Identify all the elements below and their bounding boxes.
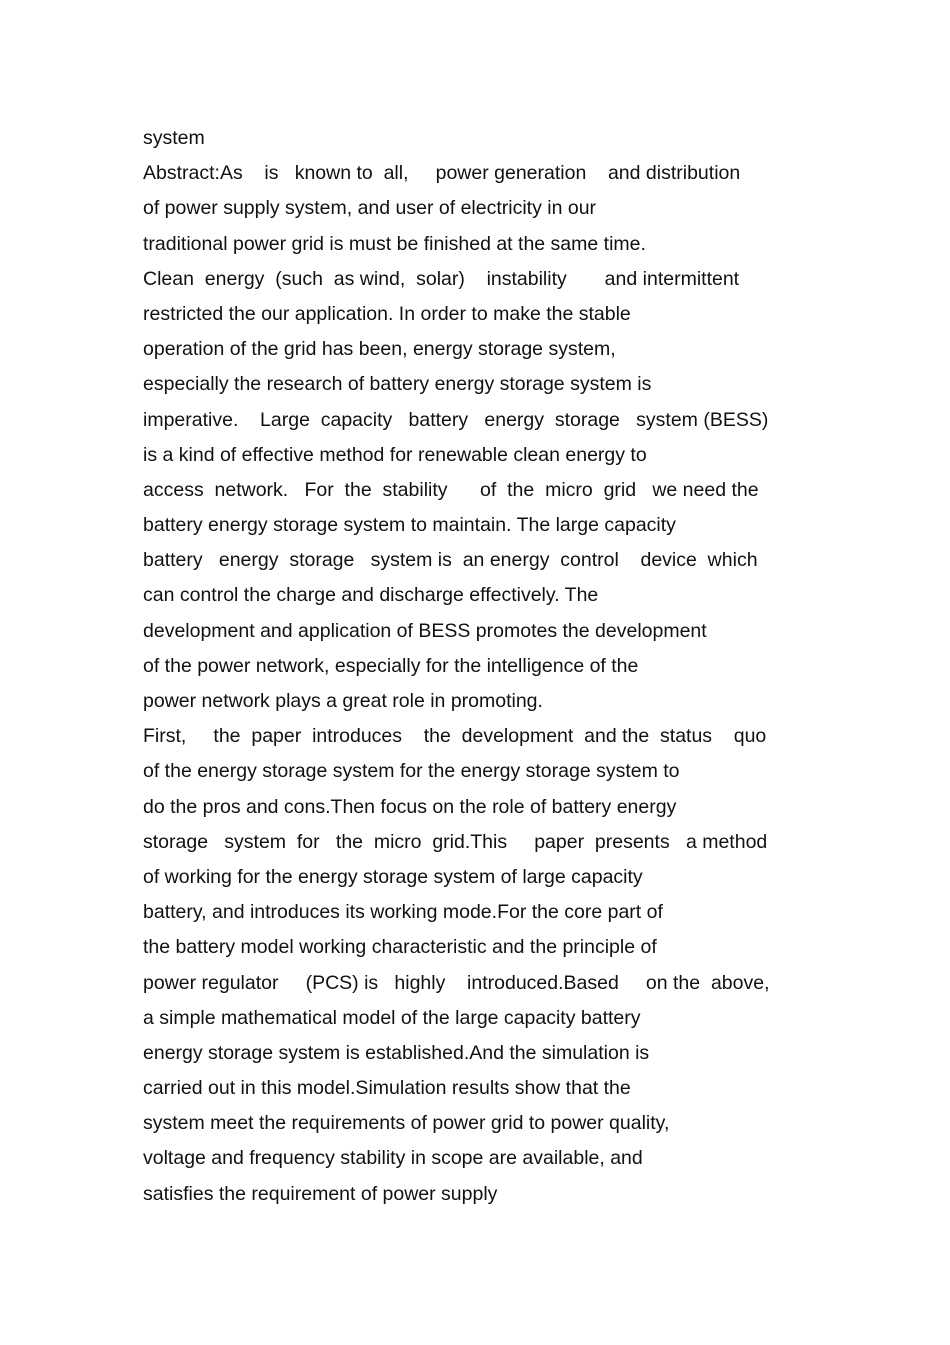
text-line: of power supply system, and user of electricity in our xyxy=(143,197,597,220)
text-line: First, the paper introduces the development and the status quo xyxy=(143,725,767,748)
text-line: the battery model working characteristic and the principle of xyxy=(143,936,657,959)
text-line: battery energy storage system is an energy control device which xyxy=(143,549,758,572)
text-line: battery, and introduces its working mode.For the core part of xyxy=(143,901,663,924)
text-line: power regulator (PCS) is highly introduced.Based on the above, xyxy=(143,971,770,994)
text-line: operation of the grid has been, energy storage system, xyxy=(143,338,616,361)
text-line: Abstract:As is known to all, power generation and distribution xyxy=(143,162,741,185)
text-line: power network plays a great role in promoting. xyxy=(143,690,543,712)
text-line: system xyxy=(143,127,205,149)
text-line: can control the charge and discharge effectively. The xyxy=(143,584,599,607)
text-line: especially the research of battery energy storage system is xyxy=(143,373,652,396)
text-line: is a kind of effective method for renewable clean energy to xyxy=(143,443,647,466)
text-line: of the power network, especially for the intelligence of the xyxy=(143,654,639,677)
text-line: Clean energy (such as wind, solar) instability and intermittent xyxy=(143,267,740,290)
text-line: carried out in this model.Simulation results show that the xyxy=(143,1077,631,1100)
text-line: voltage and frequency stability in scope are available, and xyxy=(143,1147,643,1170)
text-line: of the energy storage system for the energy storage system to xyxy=(143,760,680,783)
text-line: imperative. Large capacity battery energy storage system (BESS) xyxy=(143,408,769,431)
text-line: system meet the requirements of power grid to power quality, xyxy=(143,1112,670,1135)
text-line: development and application of BESS promotes the development xyxy=(143,619,707,642)
abstract-text-block xyxy=(143,121,833,1212)
text-line: battery energy storage system to maintain. The large capacity xyxy=(143,514,676,537)
text-line: access network. For the stability of the micro grid we need the xyxy=(143,478,759,501)
text-line: do the pros and cons.Then focus on the role of battery energy xyxy=(143,795,677,818)
text-line: storage system for the micro grid.This paper presents a method xyxy=(143,830,768,853)
text-line: restricted the our application. In order to make the stable xyxy=(143,302,631,325)
text-line: energy storage system is established.And the simulation is xyxy=(143,1041,650,1064)
text-line: of working for the energy storage system of large capacity xyxy=(143,865,643,888)
text-line: a simple mathematical model of the large capacity battery xyxy=(143,1006,641,1029)
text-line: traditional power grid is must be finished at the same time. xyxy=(143,232,646,255)
text-line: satisfies the requirement of power supply xyxy=(143,1182,498,1205)
